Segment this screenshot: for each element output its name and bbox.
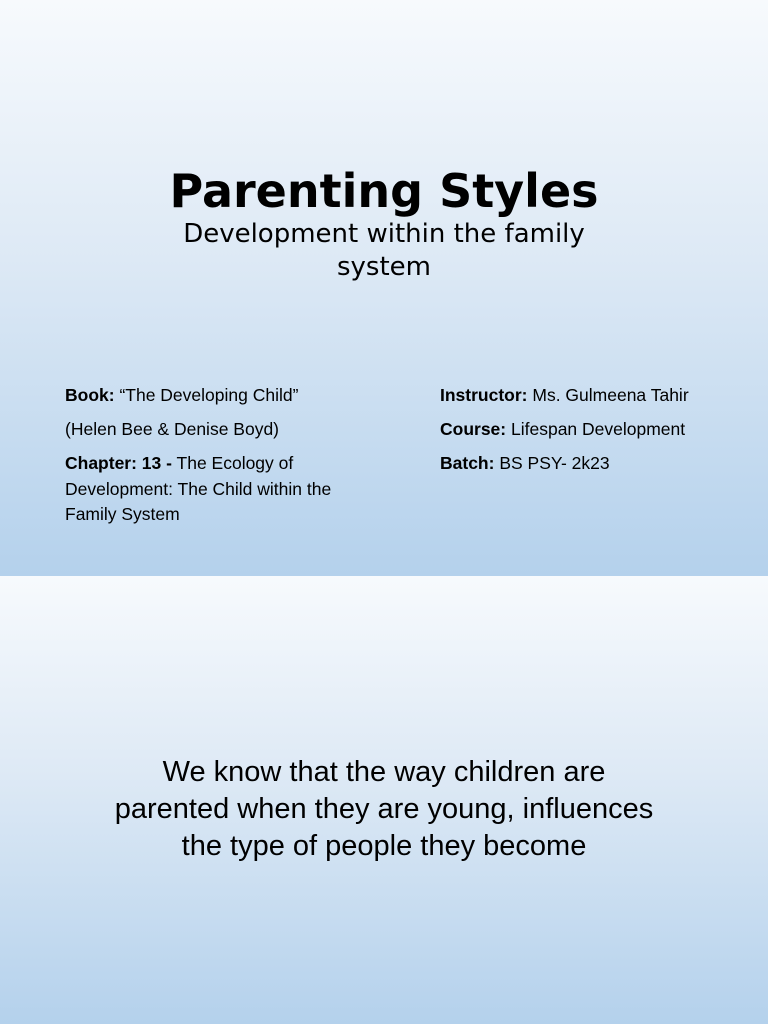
instructor-name: Ms. Gulmeena Tahir — [532, 385, 689, 405]
slide-title-heading: Parenting Styles — [169, 164, 599, 218]
book-line — [65, 383, 385, 409]
chapter-label: Chapter: 13 - — [65, 453, 172, 473]
course-line — [440, 417, 740, 443]
batch-name: BS PSY- 2k23 — [499, 453, 610, 473]
course-info-column — [440, 383, 740, 485]
batch-line — [440, 451, 740, 477]
course-name: Lifespan Development — [511, 419, 686, 439]
course-label: Course: — [440, 419, 507, 439]
book-authors: (Helen Bee & Denise Boyd) — [65, 419, 279, 439]
book-info-column — [65, 383, 385, 536]
book-title: “The Developing Child” — [119, 385, 299, 405]
slide-intro — [0, 576, 768, 1024]
instructor-line — [440, 383, 740, 409]
intro-statement: We know that the way children are parented when they are young, influences the type of people they become — [114, 756, 654, 862]
instructor-label: Instructor: — [440, 385, 528, 405]
slide-subtitle: Development within the family system — [183, 219, 585, 282]
batch-label: Batch: — [440, 453, 495, 473]
chapter-line — [65, 451, 385, 528]
book-label: Book: — [65, 385, 115, 405]
chapter-title: The Ecology of Development: The Child within the Family System — [65, 453, 332, 524]
